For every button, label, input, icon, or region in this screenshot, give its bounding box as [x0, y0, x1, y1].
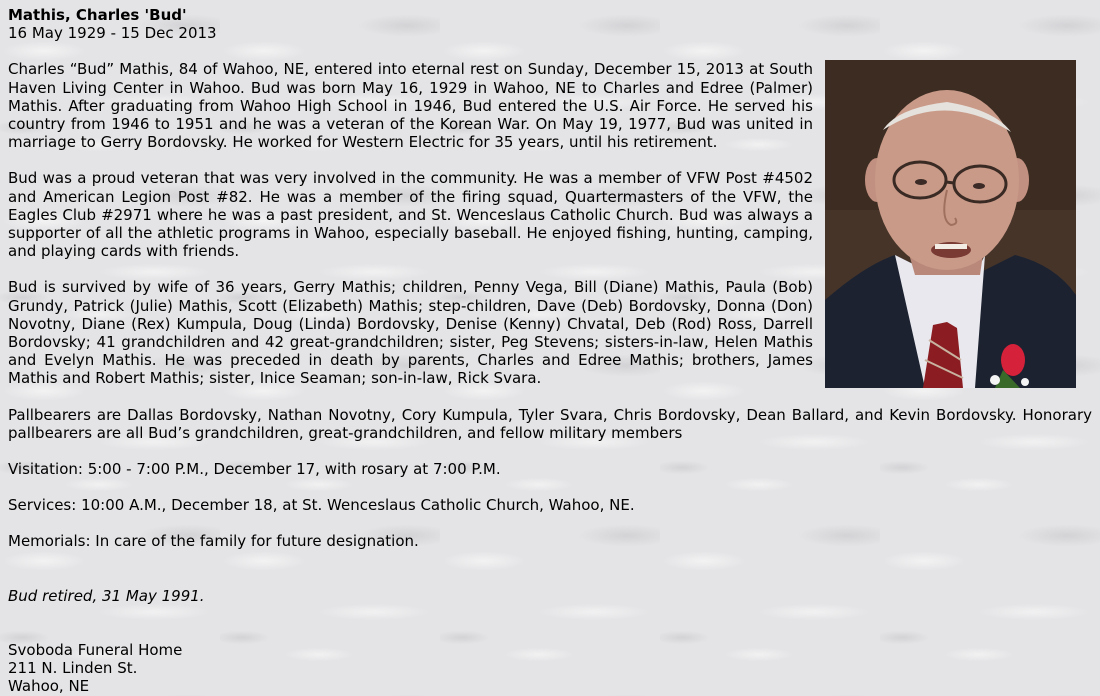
funeral-home-street: 211 N. Linden St.: [8, 659, 138, 678]
pallbearers-paragraph: Pallbearers are Dallas Bordovsky, Nathan Novotny, Cory Kumpula, Tyler Svara, Chris Bordovsky, Dean Ballard, and Kevin Bordovsky. Honorary pallbearers are all Bud’s grandchildren, great-grandchildren, and fellow military members: [8, 405, 1092, 442]
bio-paragraph-3: Bud is survived by wife of 36 years, Gerry Mathis; children, Penny Vega, Bill (Diane) Mathis, Paula (Bob) Grundy, Patrick (Julie) Mathis, Scott (Elizabeth) Mathis; step-children, Dave (Deb) Bordovsky, Donna (Don) Novotny, Diane (Rex) Kumpula, Doug (Linda) Bordovsky, Denise (Kenny) Chvatal, Deb (Rod) Ross, Darrell Bordovsky; 41 grandchildren and 42 great-grandchildren; sister, Peg Stevens; sisters-in-law, Helen Mathis and Evelyn Mathis. He was preceded in death by parents, Charles and Edree Mathis; brothers, James Mathis and Robert Mathis; sister, Inice Seaman; son-in-law, Rick Svara.: [8, 278, 813, 388]
visitation-info: Visitation: 5:00 - 7:00 P.M., December 17, with rosary at 7:00 P.M.: [8, 460, 501, 479]
obituary-name: Mathis, Charles 'Bud': [8, 6, 187, 24]
portrait-photo: [825, 60, 1076, 388]
bio-paragraph-1: Charles “Bud” Mathis, 84 of Wahoo, NE, entered into eternal rest on Sunday, December 15, 2013 at South Haven Living Center in Wahoo. Bud was born May 16, 1929 in Wahoo, NE to Charles and Edree (Palmer) Mathis. After graduating from Wahoo High School in 1946, Bud entered the U.S. Air Force. He served his country from 1946 to 1951 and he was a veteran of the Korean War. On May 19, 1977, Bud was united in marriage to Gerry Bordovsky. He worked for Western Electric for 35 years, until his retirement.: [8, 60, 813, 152]
funeral-home-address: [8, 641, 1092, 696]
service-details: [8, 460, 1092, 551]
obituary-dates: 16 May 1929 - 15 Dec 2013: [8, 24, 217, 43]
portrait-icon: [825, 60, 1076, 388]
retirement-note: Bud retired, 31 May 1991.: [8, 586, 205, 605]
bio-paragraph-2: Bud was a proud veteran that was very involved in the community. He was a member of VFW Post #4502 and American Legion Post #82. He was a member of the firing squad, Quartermasters of the VFW, the Eagles Club #2971 where he was a past president, and St. Wenceslaus Catholic Church. Bud was always a supporter of all the athletic programs in Wahoo, especially baseball. He enjoyed fishing, hunting, camping, and playing cards with friends.: [8, 169, 813, 261]
funeral-home-name: Svoboda Funeral Home: [8, 640, 183, 659]
memorials-info: Memorials: In care of the family for future designation.: [8, 532, 419, 551]
services-info: Services: 10:00 A.M., December 18, at St. Wenceslaus Catholic Church, Wahoo, NE.: [8, 496, 635, 515]
funeral-home-city: Wahoo, NE: [8, 677, 90, 696]
